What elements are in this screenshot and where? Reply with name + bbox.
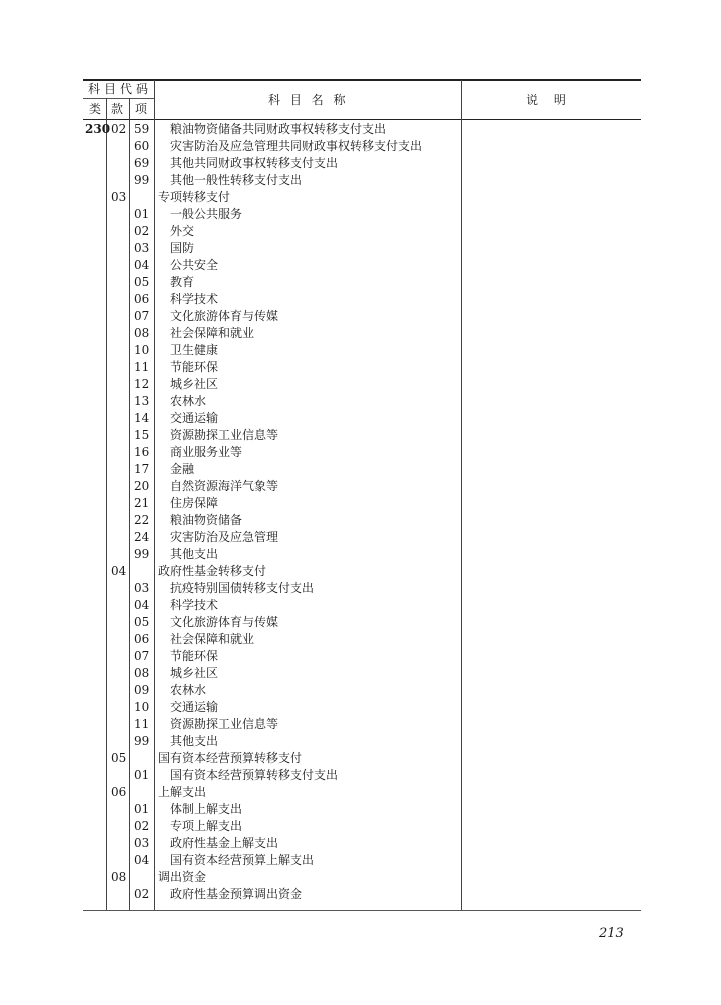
item-code: 11 xyxy=(134,360,150,374)
item-code: 17 xyxy=(134,462,150,476)
header-code-group: 科目代码 xyxy=(88,82,153,96)
item-code: 14 xyxy=(134,411,150,425)
item-name: 社会保障和就业 xyxy=(170,326,255,340)
item-name: 国有资本经营预算转移支付支出 xyxy=(170,768,339,782)
item-code: 22 xyxy=(134,513,150,527)
item-code: 04 xyxy=(134,853,150,867)
item-name: 国有资本经营预算上解支出 xyxy=(170,853,315,867)
item-code: 99 xyxy=(134,734,150,748)
item-name: 灾害防治及应急管理共同财政事权转移支付支出 xyxy=(170,139,423,153)
header-note: 说 明 xyxy=(526,93,572,107)
item-name: 商业服务业等 xyxy=(170,445,243,459)
item-code: 02 xyxy=(134,819,150,833)
item-name: 其他支出 xyxy=(170,547,219,561)
section-name: 政府性基金转移支付 xyxy=(158,564,267,578)
item-code: 05 xyxy=(134,275,150,289)
item-code: 04 xyxy=(134,598,150,612)
item-code: 10 xyxy=(134,343,150,357)
section-name: 专项转移支付 xyxy=(158,190,231,204)
section-code: 02 xyxy=(111,122,127,136)
item-name: 节能环保 xyxy=(170,649,219,663)
section-code: 06 xyxy=(111,785,127,799)
item-name: 资源勘探工业信息等 xyxy=(170,717,279,731)
item-code: 24 xyxy=(134,530,150,544)
item-name: 农林水 xyxy=(170,394,207,408)
section-name: 上解支出 xyxy=(158,785,207,799)
item-code: 08 xyxy=(134,666,150,680)
item-code: 13 xyxy=(134,394,150,408)
item-name: 金融 xyxy=(170,462,195,476)
col-divider-item xyxy=(154,80,155,910)
header-item: 项 xyxy=(135,102,148,116)
item-name: 体制上解支出 xyxy=(170,802,243,816)
header-section: 款 xyxy=(111,102,124,116)
item-name: 住房保障 xyxy=(170,496,219,510)
item-code: 06 xyxy=(134,632,150,646)
item-name: 其他共同财政事权转移支付支出 xyxy=(170,156,339,170)
col-divider-section xyxy=(129,98,130,910)
header-class: 类 xyxy=(89,102,102,116)
item-name: 自然资源海洋气象等 xyxy=(170,479,279,493)
col-divider-class xyxy=(106,98,107,910)
item-name: 专项上解支出 xyxy=(170,819,243,833)
section-code: 05 xyxy=(111,751,127,765)
item-name: 科学技术 xyxy=(170,598,219,612)
item-code: 99 xyxy=(134,173,150,187)
item-code: 12 xyxy=(134,377,150,391)
section-code: 04 xyxy=(111,564,127,578)
item-name: 文化旅游体育与传媒 xyxy=(170,309,279,323)
item-name: 城乡社区 xyxy=(170,666,219,680)
item-name: 其他一般性转移支付支出 xyxy=(170,173,303,187)
item-code: 15 xyxy=(134,428,150,442)
item-name: 文化旅游体育与传媒 xyxy=(170,615,279,629)
item-name: 抗疫特别国债转移支付支出 xyxy=(170,581,315,595)
item-name: 灾害防治及应急管理 xyxy=(170,530,279,544)
item-code: 01 xyxy=(134,802,150,816)
item-name: 政府性基金上解支出 xyxy=(170,836,279,850)
item-code: 02 xyxy=(134,224,150,238)
item-name: 公共安全 xyxy=(170,258,219,272)
section-code: 03 xyxy=(111,190,127,204)
class-code: 230 xyxy=(85,122,111,136)
item-name: 教育 xyxy=(170,275,195,289)
item-code: 07 xyxy=(134,309,150,323)
header-name: 科 目 名 称 xyxy=(268,93,349,107)
col-divider-note xyxy=(461,80,462,910)
item-name: 交通运输 xyxy=(170,700,219,714)
item-name: 外交 xyxy=(170,224,195,238)
item-code: 02 xyxy=(134,887,150,901)
item-code: 07 xyxy=(134,649,150,663)
item-name: 国防 xyxy=(170,241,195,255)
item-code: 03 xyxy=(134,241,150,255)
item-name: 农林水 xyxy=(170,683,207,697)
item-code: 11 xyxy=(134,717,150,731)
section-name: 调出资金 xyxy=(158,870,207,884)
item-name: 粮油物资储备 xyxy=(170,513,243,527)
item-code: 59 xyxy=(134,122,150,136)
code-group-rule xyxy=(83,98,154,99)
item-code: 69 xyxy=(134,156,150,170)
item-name: 卫生健康 xyxy=(170,343,219,357)
item-code: 08 xyxy=(134,326,150,340)
item-code: 99 xyxy=(134,547,150,561)
item-code: 03 xyxy=(134,581,150,595)
item-name: 科学技术 xyxy=(170,292,219,306)
item-name: 节能环保 xyxy=(170,360,219,374)
item-name: 粮油物资储备共同财政事权转移支付支出 xyxy=(170,122,387,136)
item-code: 16 xyxy=(134,445,150,459)
item-code: 05 xyxy=(134,615,150,629)
item-name: 其他支出 xyxy=(170,734,219,748)
section-name: 国有资本经营预算转移支付 xyxy=(158,751,303,765)
item-code: 04 xyxy=(134,258,150,272)
item-code: 60 xyxy=(134,139,150,153)
item-code: 10 xyxy=(134,700,150,714)
item-code: 01 xyxy=(134,207,150,221)
item-name: 政府性基金预算调出资金 xyxy=(170,887,303,901)
item-name: 社会保障和就业 xyxy=(170,632,255,646)
item-code: 06 xyxy=(134,292,150,306)
item-code: 03 xyxy=(134,836,150,850)
item-code: 21 xyxy=(134,496,150,510)
item-code: 01 xyxy=(134,768,150,782)
item-name: 一般公共服务 xyxy=(170,207,243,221)
item-name: 资源勘探工业信息等 xyxy=(170,428,279,442)
page-number: 213 xyxy=(599,926,624,941)
item-code: 09 xyxy=(134,683,150,697)
item-code: 20 xyxy=(134,479,150,493)
table-bottom-rule xyxy=(83,910,641,911)
section-code: 08 xyxy=(111,870,127,884)
item-name: 交通运输 xyxy=(170,411,219,425)
item-name: 城乡社区 xyxy=(170,377,219,391)
table-top-rule xyxy=(83,79,641,81)
header-bottom-rule xyxy=(83,119,641,120)
